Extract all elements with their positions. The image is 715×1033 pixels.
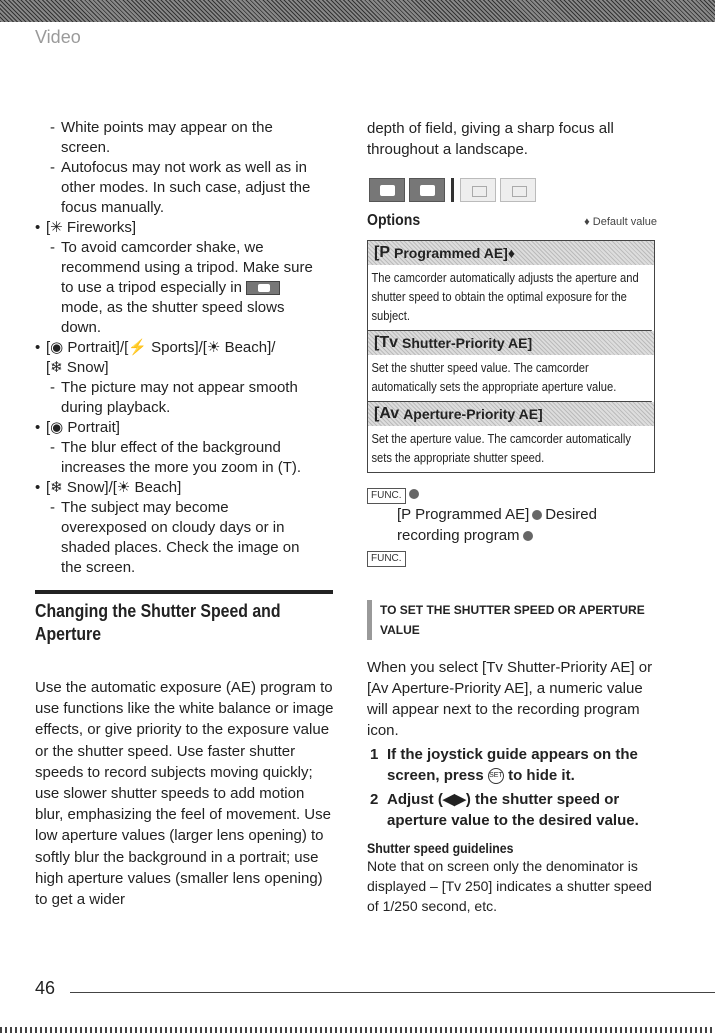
left-column-notes [35, 118, 335, 578]
options-header [367, 212, 657, 230]
section-body-text: Use the automatic exposure (AE) program to use functions like the white balance or image effects, or give priority to the exposure value or the shutter speed. Use faster shutter speeds to record subjects moving quickly; use slower shutter speeds to add motion blur, emphasizing the feel of movement. Use low aperture values (larger lens opening) to softly blur the background in a portrait; use high aperture values (smaller lens opening) to get a wider [35, 679, 334, 909]
sub-heading: TO SET THE SHUTTER SPEED OR APERTURE VALUE [380, 603, 645, 637]
bottom-band [0, 1027, 715, 1033]
func-button-icon: FUNC. [367, 488, 406, 504]
sub-section-body [367, 657, 657, 916]
header-band [0, 0, 715, 22]
arrow-icon [532, 510, 542, 520]
sub-heading-block [367, 600, 657, 640]
options-title: Options [367, 212, 421, 229]
footer-rule [70, 992, 715, 993]
options-table [367, 240, 655, 473]
option-programmed-ae-header: [P Programmed AE]♦ [368, 241, 654, 265]
guidelines-body: Note that on screen only the denominator is displayed – [Tv 250] indicates a shutter speed of 1/250 second, etc. [367, 858, 652, 914]
right-column [367, 118, 657, 567]
photo-mode-icon [246, 281, 280, 295]
arrow-icon [409, 489, 419, 499]
note-fireworks: - To avoid camcorder shake, we recommend using a tripod. Make sure to use a tripod especially in mode, as the shutter speed slows down. [35, 238, 335, 338]
note-autofocus: - Autofocus may not work as well as in other modes. In such case, adjust the focus manually. [35, 158, 335, 218]
bullet-portrait: • [◉ Portrait] [35, 418, 335, 438]
set-button-icon: SET [488, 768, 504, 784]
sub-section-intro: When you select [Tv Shutter-Priority AE] or [Av Aperture-Priority AE], a numeric value will appear next to the recording program icon. [367, 659, 653, 739]
bullet-fireworks: • [✳ Fireworks] [35, 218, 335, 238]
func-sequence: FUNC. [P Programmed AE] Desired recording program FUNC. [367, 483, 657, 567]
bullet-portrait-sports-beach-snow: • [◉ Portrait]/[⚡ Sports]/[☀ Beach]/ [❄ Snow] [35, 338, 335, 378]
mode-divider [451, 178, 454, 202]
photo-playback-icon [500, 178, 536, 202]
video-mode-icon [369, 178, 405, 202]
note-snow-beach: - The subject may become overexposed on cloudy days or in shaded places. Check the image on the screen. [35, 498, 335, 578]
mode-icons-strip [369, 178, 657, 202]
continued-text: depth of field, giving a sharp focus all throughout a landscape. [367, 120, 614, 158]
note-white-points: - White points may appear on the screen. [35, 118, 335, 158]
section-heading: Changing the Shutter Speed and Aperture [35, 601, 281, 644]
option-aperture-priority-desc: Set the aperture value. The camcorder automatically sets the appropriate shutter speed. [371, 431, 631, 465]
guidelines-title: Shutter speed guidelines [367, 840, 514, 856]
func-button-icon: FUNC. [367, 551, 406, 567]
page-section-title: Video [35, 27, 81, 47]
option-shutter-priority-desc: Set the shutter speed value. The camcorder automatically sets the appropriate aperture value. [368, 355, 652, 402]
section-rule [35, 590, 333, 594]
video-playback-icon [460, 178, 496, 202]
note-portrait: - The blur effect of the background increases the more you zoom in (T). [35, 438, 335, 478]
note-playback: - The picture may not appear smooth during playback. [35, 378, 335, 418]
step-1: 1 If the joystick guide appears on the screen, press SET to hide it. [370, 746, 638, 784]
option-shutter-priority-header: [Tv Shutter-Priority AE] [368, 331, 654, 355]
bullet-snow-beach: • [❄ Snow]/[☀ Beach] [35, 478, 335, 498]
arrow-icon [523, 531, 533, 541]
step-2: 2 Adjust (◀▶) the shutter speed or aperture value to the desired value. [370, 791, 639, 829]
option-aperture-priority-header: [Av Aperture-Priority AE] [368, 402, 654, 426]
default-value-note: ♦ Default value [584, 216, 657, 228]
page-number: 46 [35, 978, 56, 998]
option-programmed-ae-desc: The camcorder automatically adjusts the aperture and shutter speed to obtain the optimal exposure for the subject. [368, 265, 652, 331]
photo-mode-icon [409, 178, 445, 202]
